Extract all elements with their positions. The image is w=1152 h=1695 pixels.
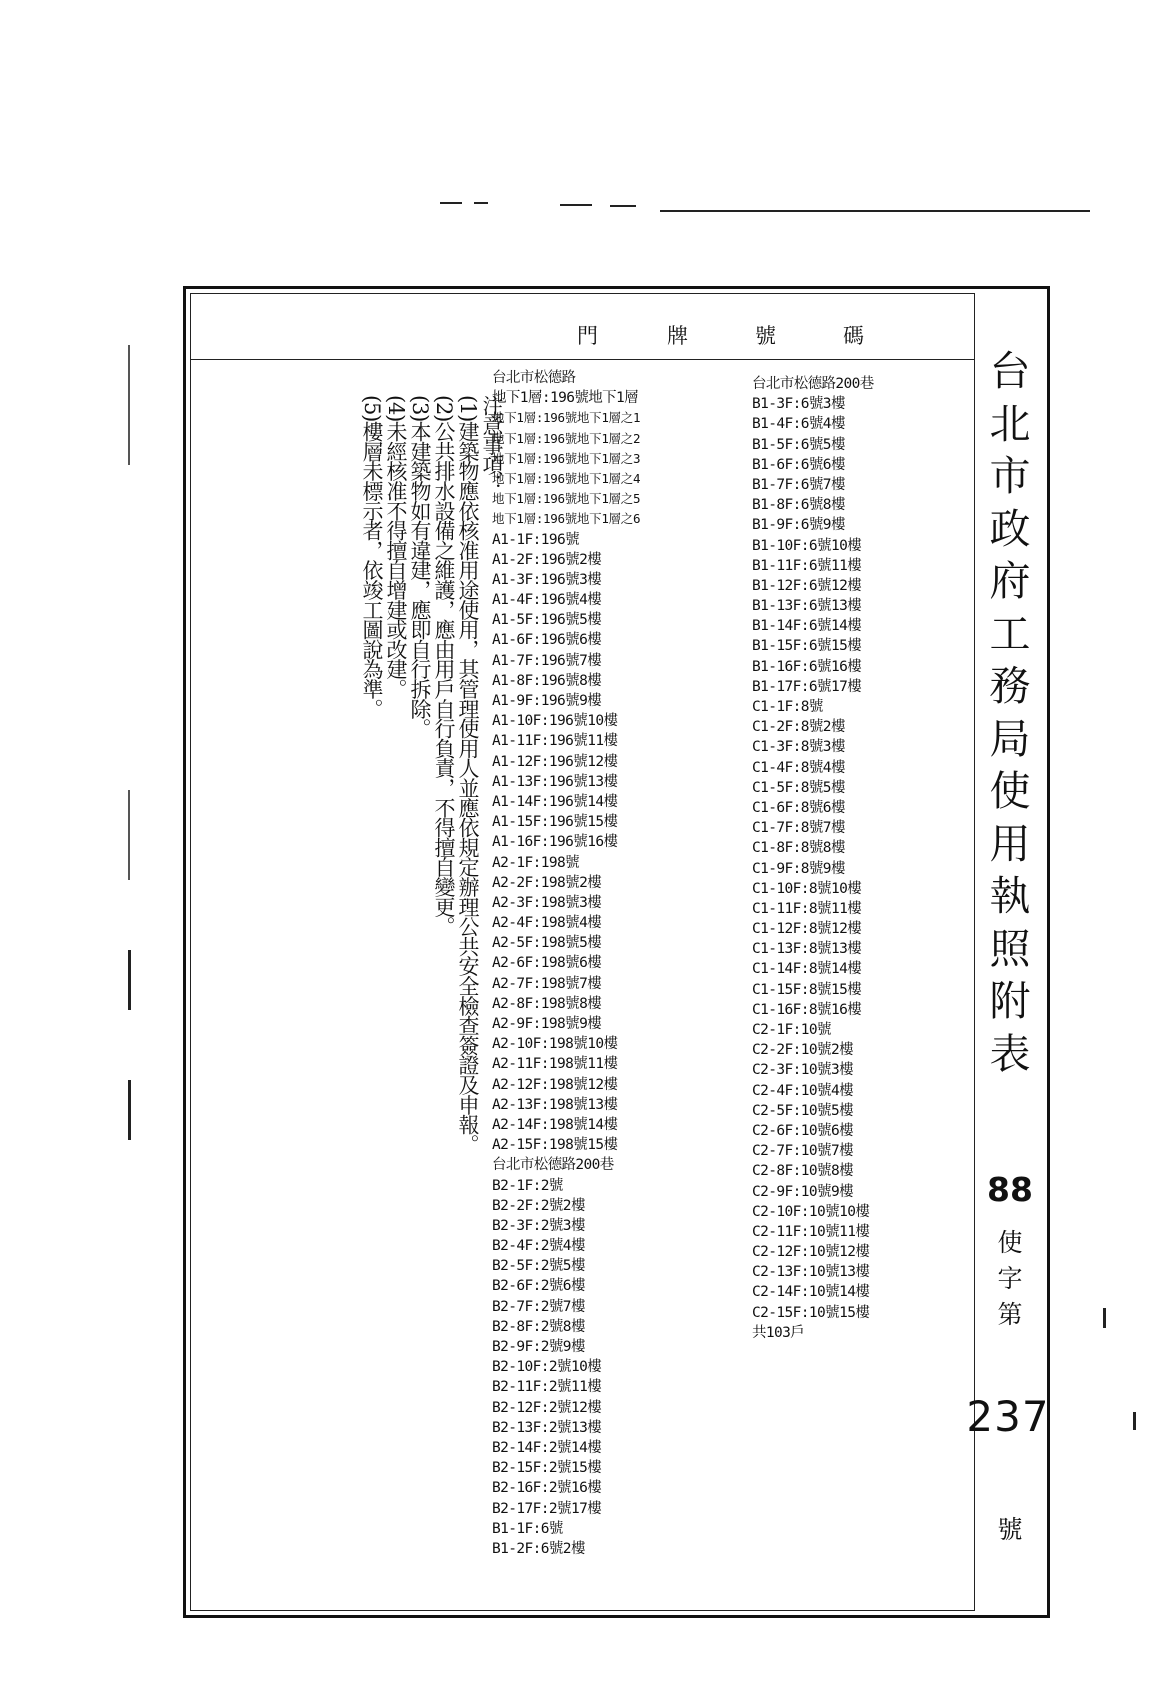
address-entry: B2-14F:2號14樓: [492, 1439, 602, 1456]
address-entry: C2-15F:10號15樓: [752, 1304, 870, 1321]
title-char: 政: [989, 504, 1031, 553]
title-char: 台: [989, 347, 1031, 395]
scan-artifact-left-tick-4: [128, 1080, 131, 1140]
address-entry: A2-14F:198號14樓: [492, 1116, 618, 1133]
header-char-3: 號: [755, 324, 776, 348]
address-entry: A2-12F:198號12樓: [492, 1076, 618, 1093]
address-entry: C2-1F:10號: [752, 1022, 831, 1038]
address-entry: A1-2F:196號2樓: [492, 551, 602, 568]
address-entry: C1-1F:8號: [752, 699, 823, 715]
permit-suffix: 號: [997, 1515, 1023, 1544]
permit-number: 237: [966, 1392, 1050, 1441]
header-char-1: 門: [577, 324, 598, 348]
address-entry: C2-6F:10號6樓: [752, 1122, 853, 1139]
address-entry: B1-2F:6號2樓: [492, 1540, 585, 1557]
address-entry: B1-6F:6號6樓: [752, 456, 845, 473]
address-entry: B1-7F:6號7樓: [752, 476, 845, 493]
title-char: 市: [989, 452, 1031, 500]
address-entry: A1-7F:196號7樓: [492, 652, 602, 669]
address-entry: B2-4F:2號4樓: [492, 1238, 585, 1255]
address-entry: A2-6F:198號6樓: [492, 955, 602, 972]
address-entry: C1-15F:8號15樓: [752, 981, 862, 998]
address-entry: A2-8F:198號8樓: [492, 995, 602, 1012]
address-entry: A2-7F:198號7樓: [492, 975, 602, 992]
address-entry: C1-5F:8號5樓: [752, 779, 845, 796]
note-item-1: (1)建築物應依核准用途使用，其管理使用人並應依規定辦理公共安全檢查簽證及申報。: [456, 395, 480, 1154]
title-char: 用: [989, 819, 1031, 868]
address-entry: B2-8F:2號8樓: [492, 1318, 585, 1335]
address-entry: C2-13F:10號13樓: [752, 1264, 870, 1281]
address-entry: A1-9F:196號9樓: [492, 693, 602, 709]
note-item-4: (4)未經核准不得擅自增建或改建。: [384, 395, 408, 699]
address-entry: C2-3F:10號3樓: [752, 1062, 853, 1079]
address-entry: 地下1層:196號地下1層之1: [492, 410, 641, 426]
address-entry: B2-9F:2號9樓: [492, 1339, 585, 1355]
address-entry: B2-3F:2號3樓: [492, 1217, 585, 1234]
scan-artifact-right-tick-1: [1103, 1308, 1106, 1328]
address-entry: C2-7F:10號7樓: [752, 1143, 853, 1160]
address-entry: 地下1層:196號地下1層: [492, 390, 639, 407]
permit-type-char: 字: [997, 1264, 1023, 1293]
address-entry: A1-6F:196號6樓: [492, 632, 602, 649]
address-entry: A1-5F:196號5樓: [492, 612, 602, 629]
scan-artifact-top-line: [660, 210, 1090, 212]
address-entry: A1-15F:196號15樓: [492, 814, 618, 831]
address-entry: C1-12F:8號12樓: [752, 921, 862, 938]
address-entry: B2-6F:2號6樓: [492, 1278, 585, 1295]
permit-type-char: 使: [997, 1228, 1023, 1257]
title-char: 北: [989, 399, 1031, 448]
title-char: 執: [989, 872, 1031, 920]
address-entry: A1-13F:196號13樓: [492, 773, 618, 790]
title-char: 表: [989, 1029, 1031, 1078]
scan-artifact-top-dashes-2: [474, 202, 488, 204]
title-char: 照: [989, 924, 1031, 973]
address-entry: C1-2F:8號2樓: [752, 719, 845, 736]
address-entry: B2-15F:2號15樓: [492, 1460, 602, 1477]
title-char: 府: [989, 557, 1031, 605]
address-entry: B2-2F:2號2樓: [492, 1197, 585, 1214]
notes-section: [360, 395, 504, 1600]
address-entry: C2-10F:10號10樓: [752, 1203, 870, 1220]
address-entry: A2-5F:198號5樓: [492, 935, 602, 952]
address-entry: B2-12F:2號12樓: [492, 1399, 602, 1416]
address-entry: C1-9F:8號9樓: [752, 860, 845, 877]
address-entry: C2-11F:10號11樓: [752, 1223, 870, 1240]
address-entry: B2-10F:2號10樓: [492, 1359, 602, 1376]
address-entry: A1-8F:196號8樓: [492, 672, 602, 689]
address-entry: C1-13F:8號13樓: [752, 941, 862, 958]
address-entry: 台北市松德路200巷: [752, 376, 874, 392]
note-item-5: (5)樓層未標示者，依竣工圖說為準。: [360, 395, 384, 719]
address-entry: B2-1F:2號: [492, 1177, 563, 1194]
address-entry: C1-10F:8號10樓: [752, 880, 862, 897]
address-entry: C2-5F:10號5樓: [752, 1102, 853, 1119]
scan-artifact-left-tick-3: [128, 950, 131, 1010]
notes-heading: 注意事項：: [480, 395, 504, 495]
address-entry: 地下1層:196號地下1層之4: [492, 470, 641, 486]
address-entry: C1-8F:8號8樓: [752, 840, 845, 857]
address-entry: C1-14F:8號14樓: [752, 961, 862, 978]
address-entry: B1-17F:6號17樓: [752, 678, 862, 695]
address-entry: B2-17F:2號17樓: [492, 1500, 602, 1517]
address-entry: B1-13F:6號13樓: [752, 598, 862, 615]
note-item-3: (3)本建築物如有違建，應即自行拆除。: [408, 395, 432, 738]
address-entry: C2-9F:10號9樓: [752, 1183, 853, 1200]
address-entry: 地下1層:196號地下1層之5: [492, 491, 641, 507]
address-entry: B1-15F:6號15樓: [752, 638, 862, 655]
title-char: 工: [989, 609, 1031, 658]
address-entry: C2-14F:10號14樓: [752, 1284, 870, 1301]
address-list-right: [752, 374, 874, 1343]
scan-artifact-top-dashes-1: [440, 202, 462, 204]
header-char-4: 碼: [843, 324, 864, 348]
address-entry: B1-4F:6號4樓: [752, 416, 845, 433]
scan-artifact-right-tick-2: [1133, 1412, 1136, 1430]
address-entry: C1-4F:8號4樓: [752, 759, 845, 776]
address-entry: A1-14F:196號14樓: [492, 793, 618, 810]
address-entry: A2-9F:198號9樓: [492, 1016, 602, 1032]
address-entry: B2-11F:2號11樓: [492, 1379, 602, 1396]
document-title: [985, 345, 1035, 1080]
scan-artifact-left-tick-2: [128, 790, 130, 880]
address-entry: B1-11F:6號11樓: [752, 557, 862, 574]
address-entry: C1-11F:8號11樓: [752, 900, 862, 917]
address-entry: C2-2F:10號2樓: [752, 1042, 853, 1059]
address-entry: A1-16F:196號16樓: [492, 834, 618, 851]
address-entry: C1-6F:8號6樓: [752, 799, 845, 816]
note-item-2: (2)公共排水設備之維護，應由用戶自行負責，不得擅自變更。: [432, 395, 456, 936]
address-entry: A2-1F:198號: [492, 854, 580, 871]
title-char: 使: [989, 767, 1031, 815]
address-entry: C1-16F:8號16樓: [752, 1001, 862, 1018]
address-entry: B1-10F:6號10樓: [752, 537, 862, 554]
address-entry: B1-12F:6號12樓: [752, 577, 862, 594]
address-entry: C1-3F:8號3樓: [752, 739, 845, 756]
address-entry: A2-13F:198號13樓: [492, 1096, 618, 1113]
header-char-2: 牌: [667, 324, 688, 348]
address-entry: A1-1F:196號: [492, 531, 580, 548]
address-entry: A2-15F:198號15樓: [492, 1137, 618, 1154]
address-entry: 台北市松德路200巷: [492, 1157, 614, 1174]
address-entry: B1-14F:6號14樓: [752, 618, 862, 635]
address-entry: B1-5F:6號5樓: [752, 436, 845, 453]
address-entry: A2-3F:198號3樓: [492, 894, 602, 911]
address-entry: B2-13F:2號13樓: [492, 1419, 602, 1436]
address-entry: A2-4F:198號4樓: [492, 915, 602, 932]
address-entry: A2-11F:198號11樓: [492, 1056, 618, 1073]
scan-artifact-top-dashes-3: [560, 204, 592, 206]
address-entry: 地下1層:196號地下1層之3: [492, 450, 641, 466]
address-entry: C1-7F:8號7樓: [752, 820, 845, 837]
address-entry: A2-2F:198號2樓: [492, 874, 602, 891]
address-list-left: [492, 368, 640, 1559]
address-entry: C2-8F:10號8樓: [752, 1163, 853, 1180]
address-entry: 共103戶: [752, 1324, 805, 1341]
address-entry: C2-4F:10號4樓: [752, 1082, 853, 1099]
address-entry: A2-10F:198號10樓: [492, 1036, 618, 1053]
permit-year: 88: [987, 1170, 1033, 1209]
address-entry: B2-16F:2號16樓: [492, 1480, 602, 1497]
address-entry: A1-12F:196號12樓: [492, 753, 618, 770]
address-entry: A1-3F:196號3樓: [492, 571, 602, 588]
scan-artifact-top-dashes-4: [610, 205, 636, 207]
address-entry: B1-3F:6號3樓: [752, 396, 845, 413]
address-entry: B2-7F:2號7樓: [492, 1298, 585, 1315]
address-entry: 台北市松德路: [492, 370, 576, 386]
address-entry: C2-12F:10號12樓: [752, 1244, 870, 1261]
address-entry: B1-8F:6號8樓: [752, 497, 845, 514]
address-entry: 地下1層:196號地下1層之2: [492, 430, 641, 446]
address-entry: A1-10F:196號10樓: [492, 713, 618, 730]
address-entry: B1-9F:6號9樓: [752, 517, 845, 534]
title-char: 務: [989, 662, 1031, 710]
address-entry: 地下1層:196號地下1層之6: [492, 511, 641, 527]
address-entry: A1-11F:196號11樓: [492, 733, 618, 750]
title-char: 附: [989, 977, 1031, 1025]
scan-artifact-left-tick-1: [128, 345, 130, 465]
address-entry: A1-4F:196號4樓: [492, 592, 602, 609]
permit-type-char: 第: [997, 1300, 1023, 1329]
title-char: 局: [989, 714, 1031, 763]
address-entry: B1-16F:6號16樓: [752, 658, 862, 675]
address-entry: B2-5F:2號5樓: [492, 1258, 585, 1275]
address-entry: B1-1F:6號: [492, 1520, 563, 1537]
permit-type: [990, 1225, 1030, 1333]
